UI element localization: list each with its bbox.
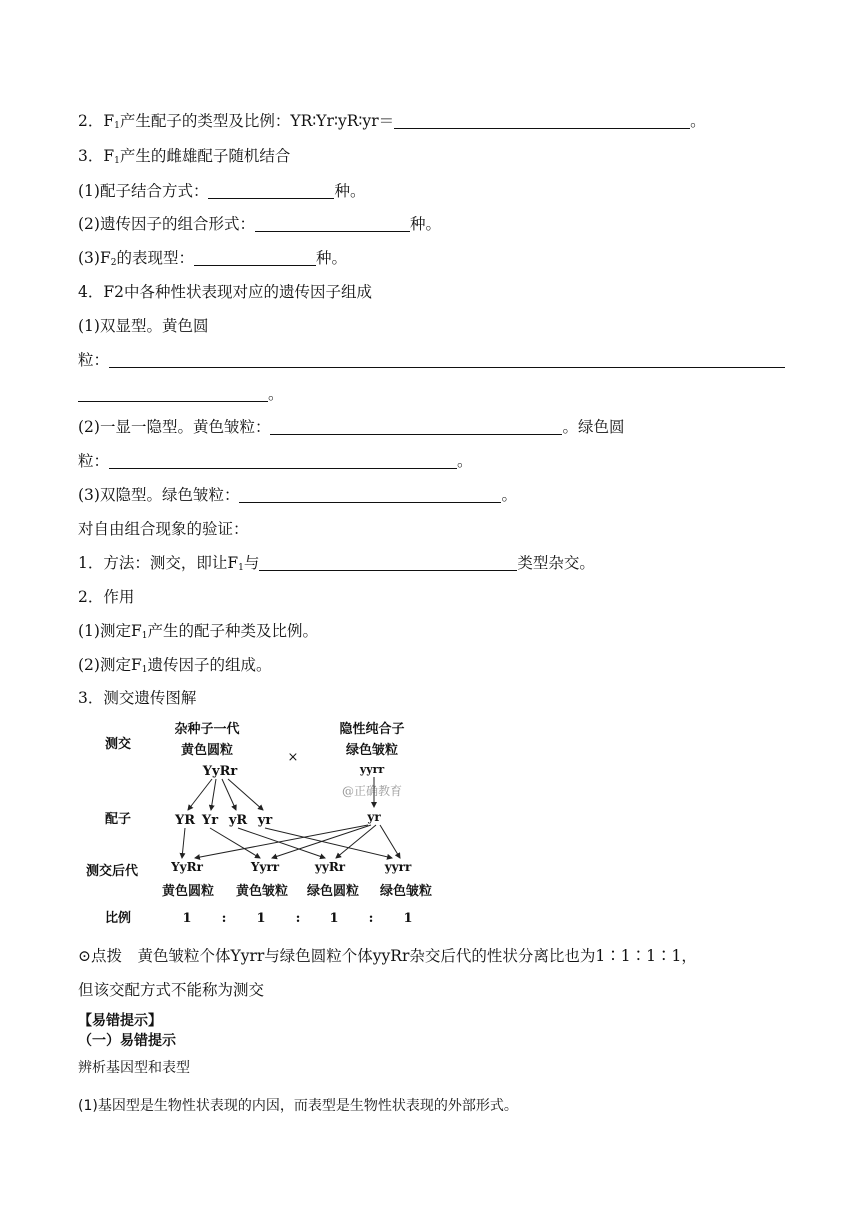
parent2-line2: 绿色皱粒 xyxy=(345,743,399,758)
answer-blank[interactable] xyxy=(270,418,562,435)
answer-blank[interactable] xyxy=(394,112,690,129)
subsection-title: （一）易错提示 xyxy=(78,1033,176,1049)
line-function-1: (1)测定$F_1$产生的配子种类及比例。 xyxy=(78,622,318,641)
line-verification-heading: 对自由组合现象的验证： xyxy=(78,520,249,538)
offspring-2-phenotype: 绿色圆粒 xyxy=(306,884,360,899)
line-double-dominant: (1)双显型。黄色圆 xyxy=(78,317,209,335)
row-label-offspring: 测交后代 xyxy=(86,864,139,879)
line-function-heading: 2．作用 xyxy=(78,588,135,606)
offspring-0-genotype: YyRr xyxy=(171,860,203,874)
line-double-dominant-cont: 粒： xyxy=(78,349,785,371)
tip-line-2: 但该交配方式不能称为测交 xyxy=(78,981,265,999)
cross-sign: × xyxy=(287,750,299,765)
line-genotype-phenotype: 辨析基因型和表型 xyxy=(78,1060,190,1076)
gamete1-0: YR xyxy=(174,813,196,828)
tip-line-1: ⊙点拨 黄色皱粒个体Yyrr与绿色圆粒个体yyRr杂交后代的性状分离比也为1∶1∶1∶1， xyxy=(78,947,697,965)
parent1-genotype: YyRr xyxy=(202,764,238,779)
answer-blank[interactable] xyxy=(78,385,268,402)
offspring-2-genotype: yyRr xyxy=(314,860,346,874)
line-diagram-heading: 3．测交遗传图解 xyxy=(78,689,197,707)
gamete1-2: yR xyxy=(228,813,248,828)
line-fusion-ways: (1)配子结合方式： 种。 xyxy=(78,182,366,200)
line-double-recessive: (3)双隐型。绿色皱粒： 。 xyxy=(78,486,517,504)
parent1-line2: 黄色圆粒 xyxy=(180,743,234,758)
line-method: 1．方法：测交，即让$F_1$与 类型杂交。 xyxy=(78,554,595,573)
gamete1-3: yr xyxy=(257,813,273,828)
ratio-sep-2: : xyxy=(368,911,374,926)
line-genotype-definition: (1)基因型是生物性状表现的内因，而表型是生物性状表现的外部形式。 xyxy=(78,1098,518,1114)
offspring-3-genotype: yyrr xyxy=(384,860,412,874)
offspring-1-phenotype: 黄色皱粒 xyxy=(235,884,289,899)
line-f2-phenotypes: $(3)F_2$的表现型： 种。 xyxy=(78,249,347,268)
gamete1-1: Yr xyxy=(201,813,219,828)
answer-blank[interactable] xyxy=(208,182,334,199)
offspring-0-phenotype: 黄色圆粒 xyxy=(161,884,215,899)
line-function-2: (2)测定$F_1$遗传因子的组成。 xyxy=(78,656,272,675)
ratio-3: 1 xyxy=(403,911,413,926)
ratio-0: 1 xyxy=(182,911,192,926)
answer-blank[interactable] xyxy=(109,351,785,368)
line-double-dominant-end: 。 xyxy=(78,383,284,405)
section-title-error-tips: 【易错提示】 xyxy=(78,1013,162,1029)
ratio-sep-1: : xyxy=(295,911,301,926)
answer-blank[interactable] xyxy=(259,554,517,571)
line-random-fusion: 3．$F_1$产生的雌雄配子随机结合 xyxy=(78,147,291,166)
line-f2-genotypes-heading: 4．F2中各种性状表现对应的遗传因子组成 xyxy=(78,283,372,301)
ratio-1: 1 xyxy=(256,911,266,926)
line-gamete-types: 2．$F_1$产生配子的类型及比例：YR∶Yr∶yR∶yr＝ 。 xyxy=(78,112,706,131)
ratio-2: 1 xyxy=(329,911,339,926)
row-label-cross: 测交 xyxy=(105,737,132,752)
answer-blank[interactable] xyxy=(239,486,501,503)
row-label-gamete: 配子 xyxy=(105,812,132,827)
answer-blank[interactable] xyxy=(109,452,457,469)
offspring-arrows xyxy=(182,825,400,858)
gamete2: yr xyxy=(367,810,381,824)
answer-blank[interactable] xyxy=(255,215,410,232)
testcross-diagram xyxy=(80,715,450,935)
row-label-ratio: 比例 xyxy=(105,911,132,926)
ratio-sep-0: : xyxy=(221,911,227,926)
answer-blank[interactable] xyxy=(194,249,316,266)
watermark: @正确教育 xyxy=(341,784,403,798)
parent2-line1: 隐性纯合子 xyxy=(339,722,405,737)
line-one-dominant: (2)一显一隐型。黄色皱粒： 。绿色圆 xyxy=(78,418,625,436)
parent2-genotype: yyrr xyxy=(359,763,385,776)
line-combination-forms: (2)遗传因子的组合形式： 种。 xyxy=(78,215,441,233)
offspring-3-phenotype: 绿色皱粒 xyxy=(379,884,433,899)
parent1-line1: 杂种子一代 xyxy=(174,722,240,737)
offspring-1-genotype: Yyrr xyxy=(250,860,280,874)
line-one-dominant-cont: 粒： 。 xyxy=(78,452,473,470)
